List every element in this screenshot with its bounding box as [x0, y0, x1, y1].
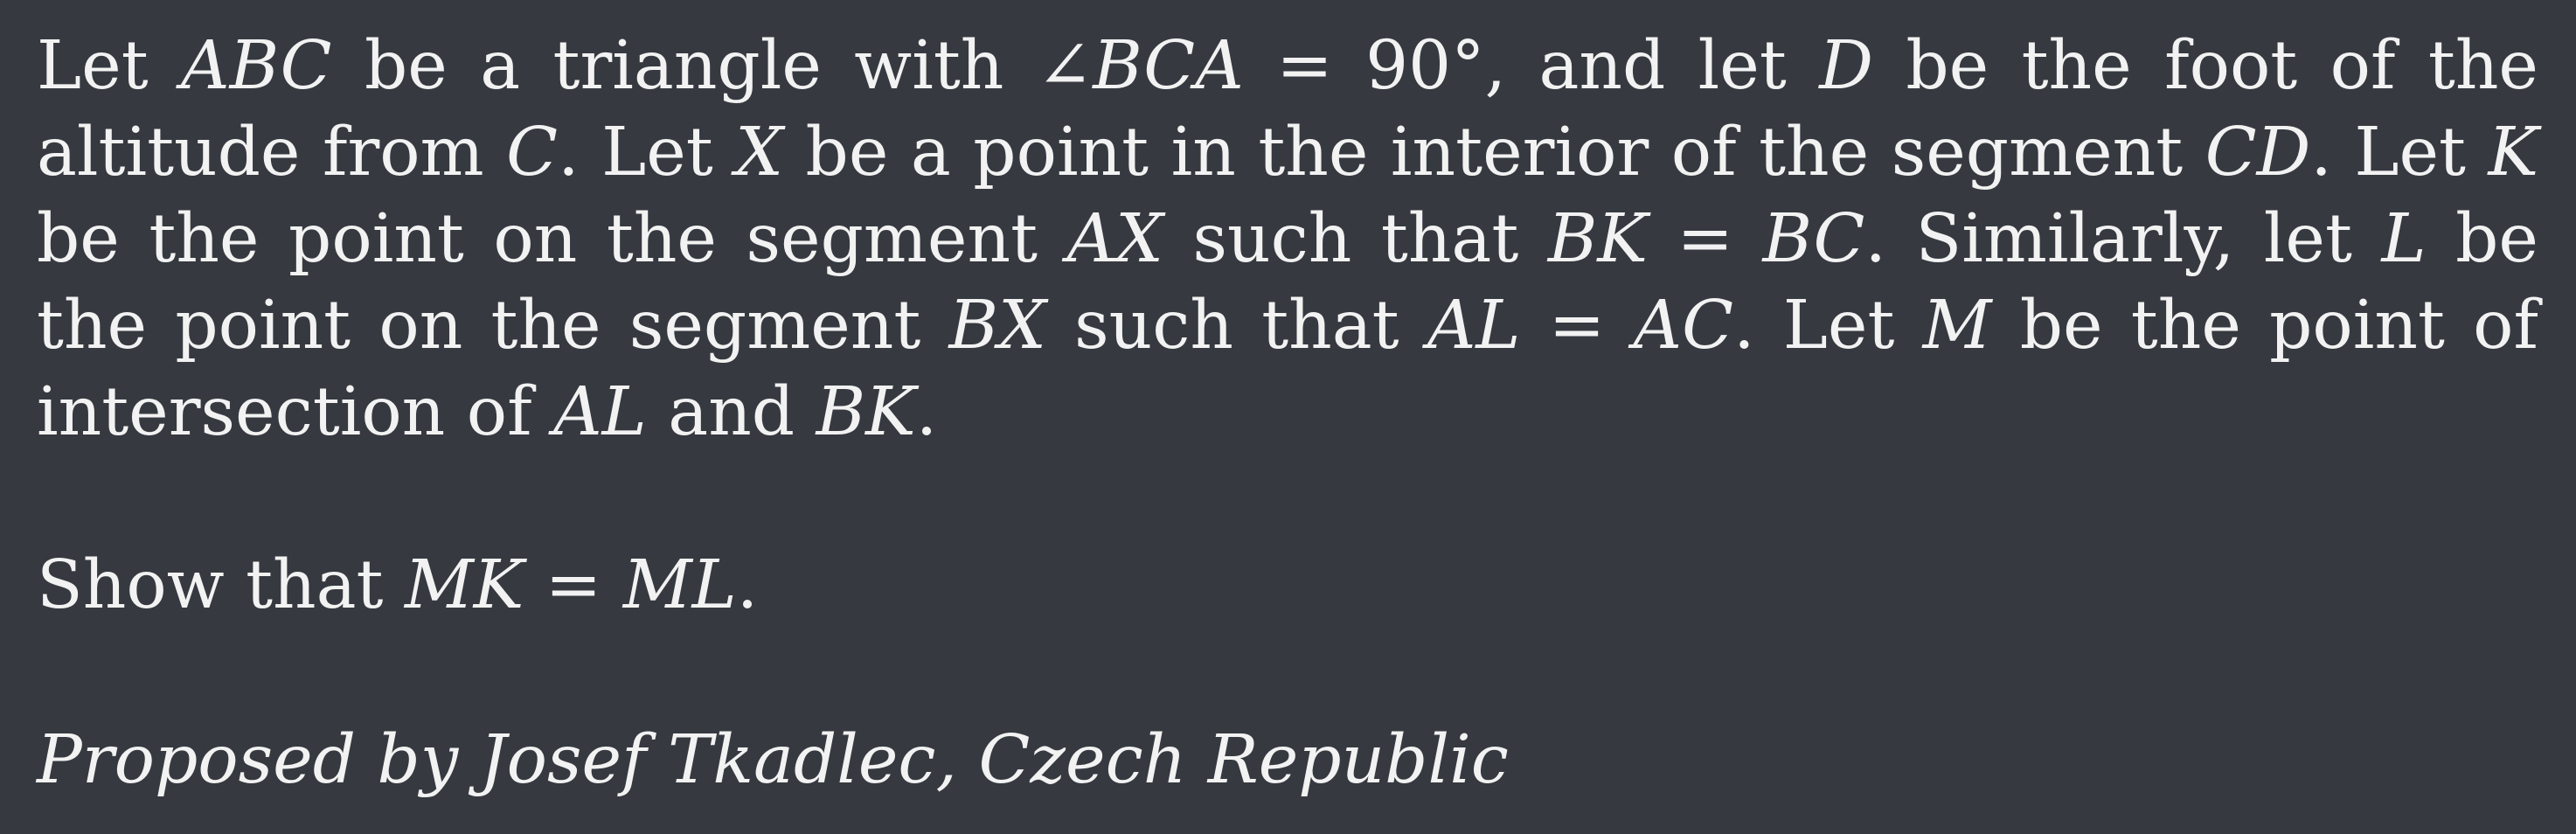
text: be the point on the segment: [37, 200, 2538, 365]
text: = 90°, and let: [1243, 27, 1820, 105]
text: and: [646, 373, 816, 451]
math-point-d: D: [1819, 27, 1873, 105]
text: . Similarly, let: [1864, 200, 2382, 278]
text: .: [915, 373, 938, 451]
text: .: [736, 546, 759, 624]
math-segment-bk: BK: [816, 373, 916, 451]
text: Show that: [37, 546, 405, 624]
math-segment-cd: CD: [2205, 114, 2311, 191]
text: . Let: [558, 114, 736, 191]
math-segment-mk: MK: [404, 546, 524, 624]
math-segment-ac: AC: [1633, 287, 1734, 365]
problem-statement: [37, 23, 2538, 455]
text: such that: [1045, 287, 1427, 365]
text: be the point on the segment: [37, 200, 1067, 278]
math-angle-bca: ∠BCA: [1036, 27, 1244, 105]
text: such that: [1163, 200, 1548, 278]
math-segment-al: AL: [1427, 287, 1521, 365]
text: be the point of intersection of: [37, 287, 2538, 451]
math-segment-ml: ML: [622, 546, 737, 624]
text: . Let: [1733, 287, 1923, 365]
text: be a point in the interior of the segment: [783, 114, 2205, 191]
math-equals: =: [524, 546, 623, 624]
math-segment-bk: BK: [1547, 200, 1648, 278]
math-point-k: K: [2488, 114, 2539, 191]
text: . Let: [2310, 114, 2489, 191]
math-segment-bx: BX: [948, 287, 1046, 365]
math-point-x: X: [735, 114, 784, 191]
math-triangle-abc: ABC: [181, 27, 332, 105]
math-equals: =: [1520, 287, 1634, 365]
math-point-c: C: [506, 114, 559, 191]
text: Let: [37, 27, 182, 105]
math-point-l: L: [2381, 200, 2427, 278]
task-statement: [37, 542, 758, 629]
text: be the foot of the altitude from: [37, 27, 2539, 191]
math-equals: =: [1647, 200, 1763, 278]
text: be a triangle with: [331, 27, 1037, 105]
attribution-line: Proposed by Josef Tkadlec, Czech Republic: [37, 721, 1509, 799]
math-segment-bc: BC: [1762, 200, 1865, 278]
math-point-m: M: [1922, 287, 1992, 365]
math-segment-ax: AX: [1066, 200, 1163, 278]
math-segment-al: AL: [553, 373, 647, 451]
